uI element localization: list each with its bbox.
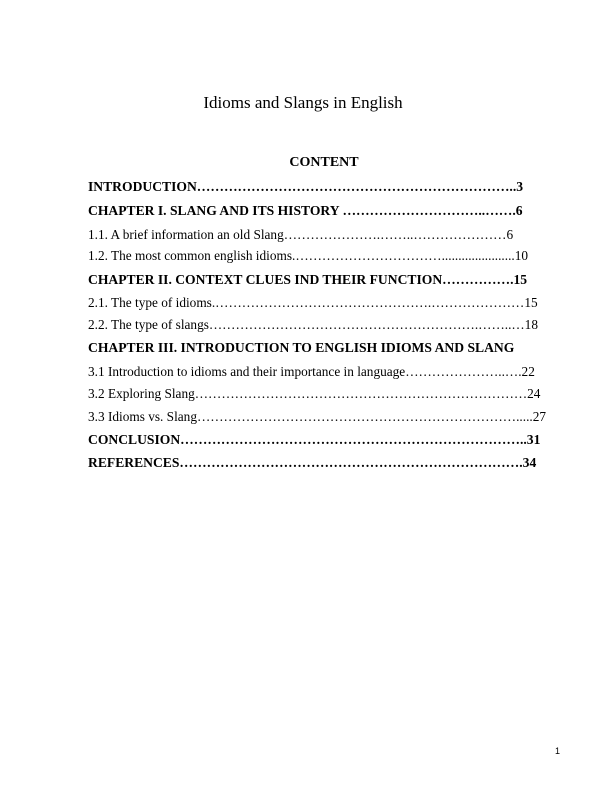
toc-entry-2-2: 2.2. The type of slangs…………………………………………………….……..…18	[88, 317, 538, 332]
toc-entry-3-1: 3.1 Introduction to idioms and their importance in language…………………..….22	[88, 364, 535, 379]
toc-entry-1-2: 1.2. The most common english idioms.……………………………......................10	[88, 248, 529, 263]
toc-heading: CONTENT	[289, 155, 359, 170]
toc-entry-conclusion: CONCLUSION…………………………………………………………………..31	[88, 432, 541, 447]
toc-entry-3-3: 3.3 Idioms vs. Slang……………………………………………………………….....27	[88, 409, 547, 424]
document-title: Idioms and Slangs in English	[203, 93, 403, 112]
toc-entry-introduction: INTRODUCTION……………………………………………………………..3	[88, 179, 524, 194]
toc-entry-references: REFERENCES………………………………………………………………….34	[88, 455, 537, 470]
toc-entry-1-1: 1.1. A brief information an old Slang………………….……..…………………6	[88, 227, 514, 242]
toc-entry-chapter-3: CHAPTER III. INTRODUCTION TO ENGLISH IDIOMS AND SLANG	[88, 340, 515, 355]
toc-entry-chapter-1: CHAPTER I. SLANG AND ITS HISTORY …………………………..…….6	[88, 203, 523, 218]
toc-entry-chapter-2: CHAPTER II. CONTEXT CLUES IND THEIR FUNCTION…………….15	[88, 272, 528, 287]
toc-entry-2-1: 2.1. The type of idioms.………………………………………….…………………15	[88, 295, 538, 310]
toc-entry-3-2: 3.2 Exploring Slang…………………………………………………………………24	[88, 386, 541, 401]
page-number: 1	[554, 746, 560, 756]
